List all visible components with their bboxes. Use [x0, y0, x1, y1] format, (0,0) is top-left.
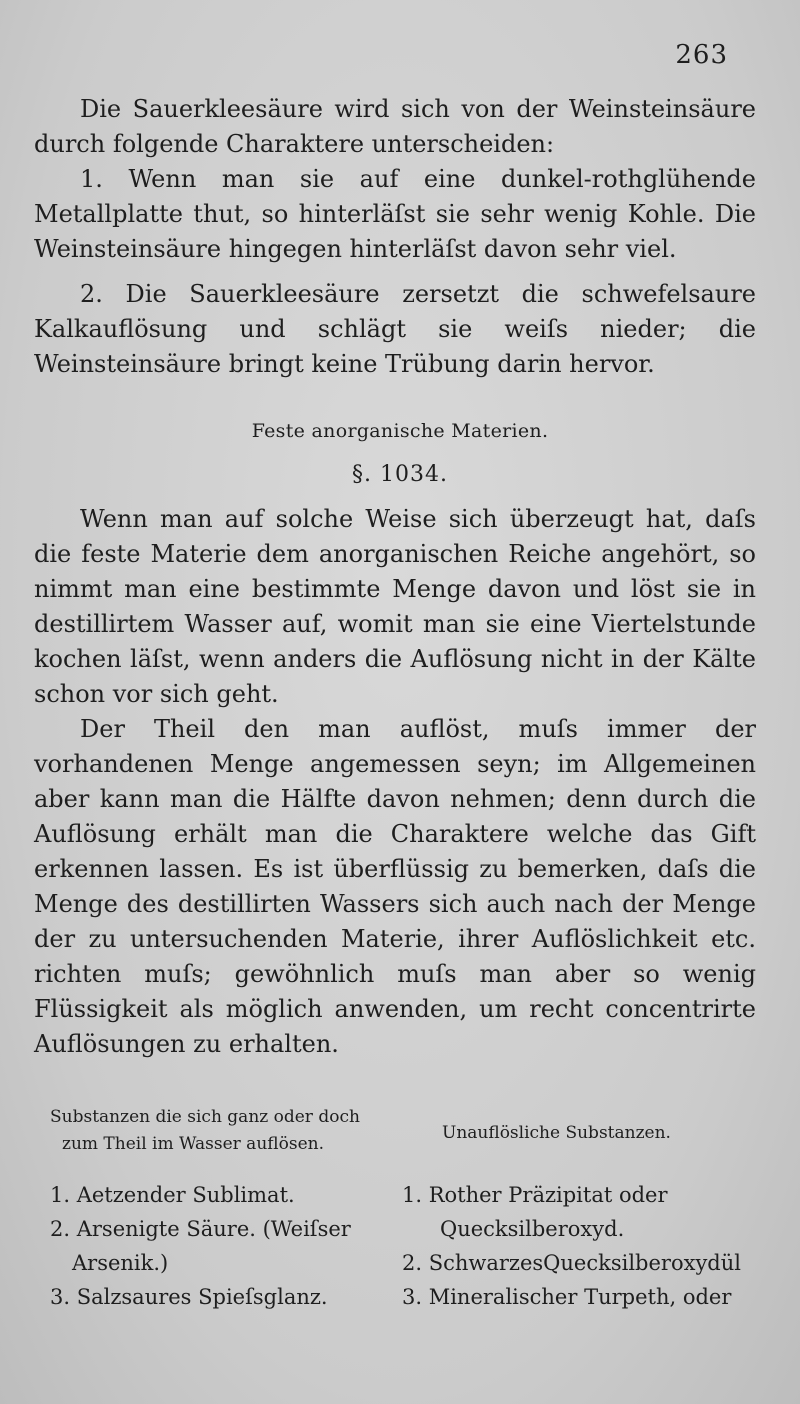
list-item: Arsenik.) — [72, 1251, 169, 1275]
left-column-heading — [50, 1104, 360, 1158]
list-item: 3. Mineralischer Turpeth, oder — [402, 1285, 732, 1309]
page-number: 263 — [675, 40, 728, 70]
left-column-list — [50, 1178, 400, 1314]
list-item: 1. Rother Präzipitat oder — [402, 1183, 668, 1207]
body-paragraph-1: Wenn man auf solche Weise sich überzeugt hat, daſs die feste Materie dem anorganischen Reiche angehört, so nimmt man eine bestimmte Menge davon und löst sie in destillirtem Wasser auf, womit man sie eine Viertelstunde kochen läſst, wenn anders die Auflösung nicht in der Kälte schon vor sich geht. — [34, 505, 756, 708]
right-column-list — [402, 1178, 762, 1314]
list-item: Quecksilberoxyd. — [440, 1217, 625, 1241]
list-item: 1. Aetzender Sublimat. — [50, 1183, 295, 1207]
intro-paragraph: Die Sauerkleesäure wird sich von der Weinsteinsäure durch folgende Charaktere unterscheiden: — [34, 95, 756, 158]
section-heading: Feste anorganische Materien. — [251, 420, 549, 442]
body-paragraph-2: Der Theil den man auflöst, muſs immer der vorhandenen Menge angemessen seyn; im Allgemeinen aber kann man die Hälfte davon nehmen; denn durch die Auflösung erhält man die Charaktere welche das Gift erkennen lassen. Es ist überflüssig zu bemerken, daſs die Menge des destillirten Wassers sich auch nach der Menge der zu untersuchenden Materie, ihrer Auflöslichkeit etc. richten muſs; gewöhnlich muſs man aber so wenig Flüssigkeit als möglich anwenden, um recht concentrirte Auflösungen zu erhalten. — [34, 715, 756, 1058]
left-heading-line-1: Substanzen die sich ganz oder doch — [50, 1107, 360, 1127]
section-number: §. 1034. — [352, 462, 448, 487]
list-item: 2. SchwarzesQuecksilberoxydül — [402, 1251, 741, 1275]
point-2: 2. Die Sauerkleesäure zersetzt die schwefelsaure Kalkauflösung und schlägt sie weiſs nieder; die Weinsteinsäure bringt keine Trübung darin hervor. — [34, 280, 756, 378]
right-column-heading: Unauflösliche Substanzen. — [442, 1123, 671, 1143]
point-1: 1. Wenn man sie auf eine dunkel-rothglühende Metallplatte thut, so hinterläſst sie sehr wenig Kohle. Die Weinsteinsäure hingegen hinterläſst davon sehr viel. — [34, 165, 756, 263]
left-heading-line-2: zum Theil im Wasser auflösen. — [62, 1134, 324, 1154]
list-item: 2. Arsenigte Säure. (Weiſser — [50, 1217, 351, 1241]
list-item: 3. Salzsaures Spieſsglanz. — [50, 1285, 328, 1309]
